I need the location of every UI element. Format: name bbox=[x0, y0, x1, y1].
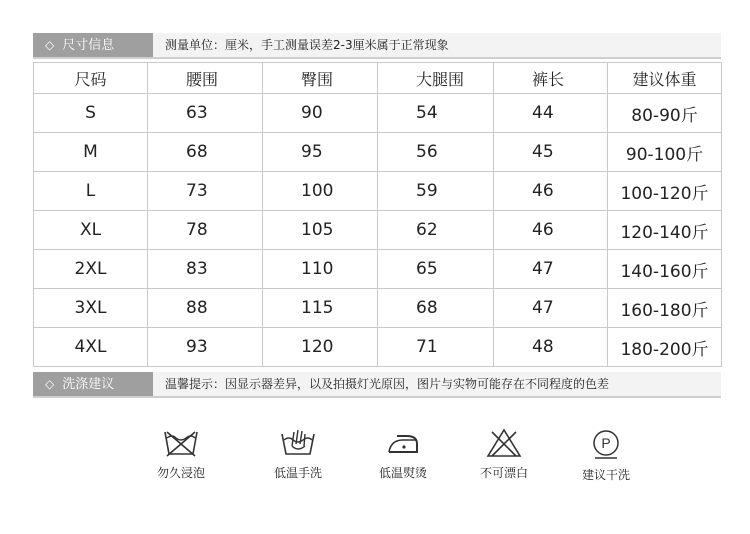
table-cell: 63 bbox=[148, 94, 263, 133]
care-item-low-iron bbox=[358, 428, 448, 481]
table-cell: XL bbox=[34, 211, 148, 250]
care-item-no-bleach bbox=[459, 428, 549, 481]
diamond-icon: ◇ bbox=[45, 38, 55, 52]
table-cell: 56 bbox=[378, 133, 494, 172]
care-label: 不可漂白 bbox=[479, 466, 528, 480]
table-row bbox=[34, 172, 722, 211]
table-cell: 90-100斤 bbox=[608, 133, 722, 172]
care-label: 低温手洗 bbox=[273, 466, 322, 480]
table-cell: 73 bbox=[148, 172, 263, 211]
hand-wash-icon bbox=[278, 428, 318, 458]
care-label: 建议干洗 bbox=[581, 468, 630, 482]
diamond-icon: ◇ bbox=[45, 377, 55, 391]
care-item-no-soak bbox=[136, 428, 226, 481]
table-cell: 54 bbox=[378, 94, 494, 133]
table-row bbox=[34, 328, 722, 367]
table-cell: 62 bbox=[378, 211, 494, 250]
dry-clean-glyph: P bbox=[601, 435, 611, 451]
table-header-cell: 大腿围 bbox=[378, 63, 494, 94]
table-cell: 47 bbox=[494, 250, 608, 289]
table-cell: 48 bbox=[494, 328, 608, 367]
table-row bbox=[34, 133, 722, 172]
care-instructions bbox=[0, 428, 750, 498]
wash-advice-tag bbox=[33, 372, 153, 396]
size-info-header bbox=[33, 33, 721, 59]
table-cell: M bbox=[34, 133, 148, 172]
no-bleach-icon bbox=[484, 428, 524, 458]
table-cell: 110 bbox=[263, 250, 378, 289]
table-cell: 44 bbox=[494, 94, 608, 133]
size-info-tag bbox=[33, 33, 153, 57]
table-row bbox=[34, 211, 722, 250]
table-row bbox=[34, 94, 722, 133]
table-cell: 120 bbox=[263, 328, 378, 367]
table-header-cell: 裤长 bbox=[494, 63, 608, 94]
table-cell: 83 bbox=[148, 250, 263, 289]
table-row bbox=[34, 289, 722, 328]
table-cell: 45 bbox=[494, 133, 608, 172]
table-cell: 71 bbox=[378, 328, 494, 367]
table-cell: L bbox=[34, 172, 148, 211]
table-cell: 80-90斤 bbox=[608, 94, 722, 133]
size-table bbox=[33, 62, 722, 367]
table-cell: 160-180斤 bbox=[608, 289, 722, 328]
care-label: 勿久浸泡 bbox=[156, 466, 205, 480]
wash-advice-header bbox=[33, 372, 721, 398]
dry-clean-icon bbox=[586, 428, 626, 460]
table-cell: 78 bbox=[148, 211, 263, 250]
table-cell: 68 bbox=[148, 133, 263, 172]
table-cell: 105 bbox=[263, 211, 378, 250]
size-info-title: 尺寸信息 bbox=[62, 38, 115, 53]
table-cell: 46 bbox=[494, 172, 608, 211]
care-label: 低温熨烫 bbox=[378, 466, 427, 480]
table-cell: 100-120斤 bbox=[608, 172, 722, 211]
table-cell: 180-200斤 bbox=[608, 328, 722, 367]
care-item-hand-wash bbox=[253, 428, 343, 481]
table-cell: 59 bbox=[378, 172, 494, 211]
table-cell: 88 bbox=[148, 289, 263, 328]
table-header-cell: 建议体重 bbox=[608, 63, 722, 94]
no-soak-icon bbox=[161, 428, 201, 458]
table-cell: 120-140斤 bbox=[608, 211, 722, 250]
measurement-note: 测量单位：厘米，手工测量误差2-3厘米属于正常现象 bbox=[165, 38, 449, 52]
table-row bbox=[34, 250, 722, 289]
low-iron-icon bbox=[383, 428, 423, 458]
care-item-dry-clean bbox=[561, 428, 651, 483]
table-cell: 46 bbox=[494, 211, 608, 250]
table-cell: 93 bbox=[148, 328, 263, 367]
table-cell: 115 bbox=[263, 289, 378, 328]
table-cell: 90 bbox=[263, 94, 378, 133]
table-cell: 68 bbox=[378, 289, 494, 328]
table-cell: 2XL bbox=[34, 250, 148, 289]
table-cell: 3XL bbox=[34, 289, 148, 328]
table-cell: 65 bbox=[378, 250, 494, 289]
table-header-cell: 尺码 bbox=[34, 63, 148, 94]
table-header-row bbox=[34, 63, 722, 94]
table-header-cell: 臀围 bbox=[263, 63, 378, 94]
table-cell: 100 bbox=[263, 172, 378, 211]
table-header-cell: 腰围 bbox=[148, 63, 263, 94]
table-cell: S bbox=[34, 94, 148, 133]
table-cell: 95 bbox=[263, 133, 378, 172]
size-table-body bbox=[34, 63, 722, 367]
table-cell: 140-160斤 bbox=[608, 250, 722, 289]
color-difference-note: 温馨提示：因显示器差异，以及拍摄灯光原因，图片与实物可能存在不同程度的色差 bbox=[165, 377, 610, 391]
table-cell: 4XL bbox=[34, 328, 148, 367]
wash-advice-title: 洗涤建议 bbox=[62, 377, 115, 392]
table-cell: 47 bbox=[494, 289, 608, 328]
